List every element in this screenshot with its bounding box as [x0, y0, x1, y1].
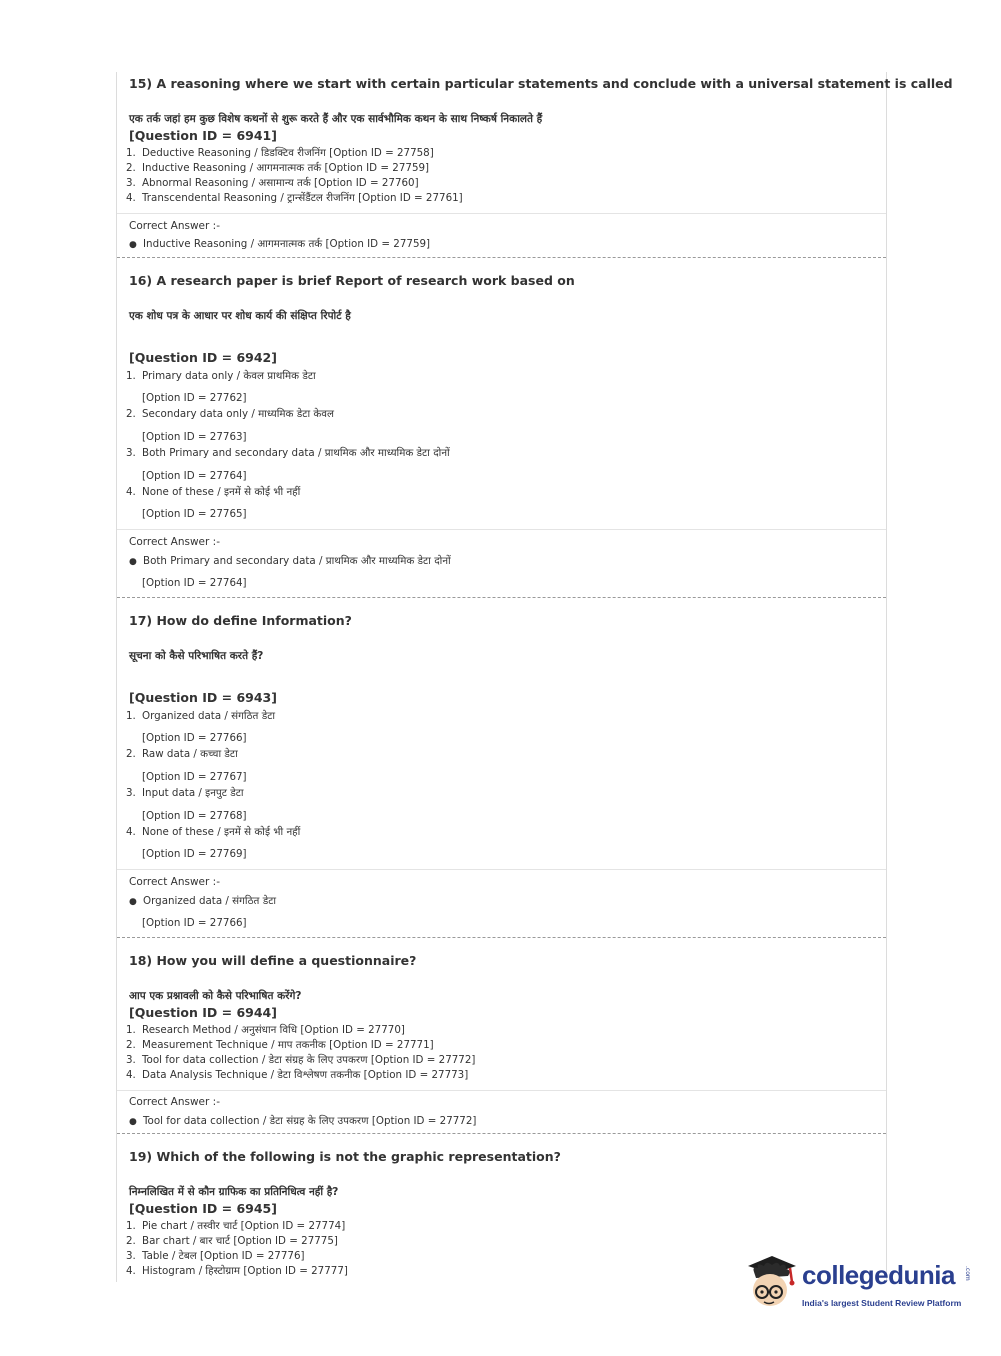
question-hindi: एक शोध पत्र के आधार पर शोध कार्य की संक्षिप्त रिपोर्ट है — [129, 310, 351, 322]
option-id: [Option ID = 27765] — [142, 508, 247, 520]
question-separator — [117, 257, 886, 258]
option: 3. Both Primary and secondary data / प्राथमिक और माध्यमिक डेटा दोनों — [126, 447, 450, 459]
correct-answer: ● Inductive Reasoning / आगमनात्मक तर्क [Option ID = 27759] — [129, 238, 431, 250]
option: 1. Pie chart / तस्वीर चार्ट [Option ID = 27774] — [126, 1220, 346, 1232]
option-id: [Option ID = 27767] — [142, 771, 247, 783]
question-title: 18) How you will define a questionnaire? — [129, 953, 417, 968]
question-hindi: आप एक प्रश्नावली को कैसे परिभाषित करेंगे? — [129, 990, 302, 1002]
option: 4. Data Analysis Technique / डेटा विश्लेषण तकनीक [Option ID = 27773] — [126, 1069, 469, 1081]
divider — [117, 1090, 886, 1091]
option: 4. None of these / इनमें से कोई भी नहीं — [126, 826, 301, 838]
option: 3. Abnormal Reasoning / असामान्य तर्क [Option ID = 27760] — [126, 177, 419, 189]
logo-tagline: India's largest Student Review Platform — [802, 1298, 962, 1308]
correct-answer: ● Tool for data collection / डेटा संग्रह के लिए उपकरण [Option ID = 27772] — [129, 1115, 477, 1127]
question-hindi: निम्नलिखित में से कौन ग्राफिक का प्रतिनिधित्व नहीं है? — [129, 1186, 339, 1198]
correct-answer: ● Organized data / संगठित डेटा — [129, 895, 277, 907]
question-id: [Question ID = 6942] — [129, 350, 277, 365]
question-title: 16) A research paper is brief Report of research work based on — [129, 273, 575, 288]
correct-answer-label: Correct Answer :- — [129, 1096, 220, 1108]
option: 1. Research Method / अनुसंधान विधि [Option ID = 27770] — [126, 1024, 405, 1036]
divider — [117, 213, 886, 214]
option: 2. Raw data / कच्चा डेटा — [126, 748, 238, 760]
correct-answer-option-id: [Option ID = 27766] — [142, 917, 247, 929]
option: 4. Transcendental Reasoning / ट्रान्सेंडैंटल रीजनिंग [Option ID = 27761] — [126, 192, 463, 204]
question-title: 17) How do define Information? — [129, 613, 352, 628]
divider — [117, 529, 886, 530]
question-separator — [117, 937, 886, 938]
option: 2. Inductive Reasoning / आगमनात्मक तर्क [Option ID = 27759] — [126, 162, 430, 174]
option-id: [Option ID = 27766] — [142, 732, 247, 744]
correct-answer-label: Correct Answer :- — [129, 876, 220, 888]
option-id: [Option ID = 27763] — [142, 431, 247, 443]
option-id: [Option ID = 27762] — [142, 392, 247, 404]
option: 3. Table / टेबल [Option ID = 27776] — [126, 1250, 305, 1262]
option: 2. Measurement Technique / माप तकनीक [Option ID = 27771] — [126, 1039, 434, 1051]
question-id: [Question ID = 6945] — [129, 1201, 277, 1216]
correct-answer-label: Correct Answer :- — [129, 220, 220, 232]
option: 4. None of these / इनमें से कोई भी नहीं — [126, 486, 301, 498]
collegedunia-logo — [742, 1252, 972, 1316]
correct-answer-option-id: [Option ID = 27764] — [142, 577, 247, 589]
option: 1. Deductive Reasoning / डिडक्टिव रीजनिंग [Option ID = 27758] — [126, 147, 434, 159]
question-title: 15) A reasoning where we start with certain particular statements and conclude with a universal statement is called — [129, 76, 953, 91]
question-title: 19) Which of the following is not the graphic representation? — [129, 1149, 561, 1164]
option: 4. Histogram / हिस्टोग्राम [Option ID = 27777] — [126, 1265, 348, 1277]
option: 3. Input data / इनपुट डेटा — [126, 787, 244, 799]
option: 1. Primary data only / केवल प्राथमिक डेटा — [126, 370, 316, 382]
option-id: [Option ID = 27769] — [142, 848, 247, 860]
question-hindi: एक तर्क जहां हम कुछ विशेष कथनों से शुरू करते हैं और एक सार्वभौमिक कथन के साथ निष्कर्ष निकालते हैं — [129, 113, 543, 125]
option: 2. Secondary data only / माध्यमिक डेटा केवल — [126, 408, 334, 420]
logo-wordmark: collegedunia — [802, 1260, 955, 1290]
option: 1. Organized data / संगठित डेटा — [126, 710, 276, 722]
question-hindi: सूचना को कैसे परिभाषित करते हैं? — [129, 650, 264, 662]
question-separator — [117, 1133, 886, 1134]
option: 3. Tool for data collection / डेटा संग्रह के लिए उपकरण [Option ID = 27772] — [126, 1054, 476, 1066]
question-id: [Question ID = 6941] — [129, 128, 277, 143]
option-id: [Option ID = 27764] — [142, 470, 247, 482]
question-separator — [117, 597, 886, 598]
question-id: [Question ID = 6943] — [129, 690, 277, 705]
correct-answer-label: Correct Answer :- — [129, 536, 220, 548]
mascot-icon — [742, 1252, 800, 1312]
option-id: [Option ID = 27768] — [142, 810, 247, 822]
option: 2. Bar chart / बार चार्ट [Option ID = 27775] — [126, 1235, 338, 1247]
question-id: [Question ID = 6944] — [129, 1005, 277, 1020]
logo-suffix: .com — [964, 1266, 971, 1281]
correct-answer: ● Both Primary and secondary data / प्राथमिक और माध्यमिक डेटा दोनों — [129, 555, 451, 567]
divider — [117, 869, 886, 870]
